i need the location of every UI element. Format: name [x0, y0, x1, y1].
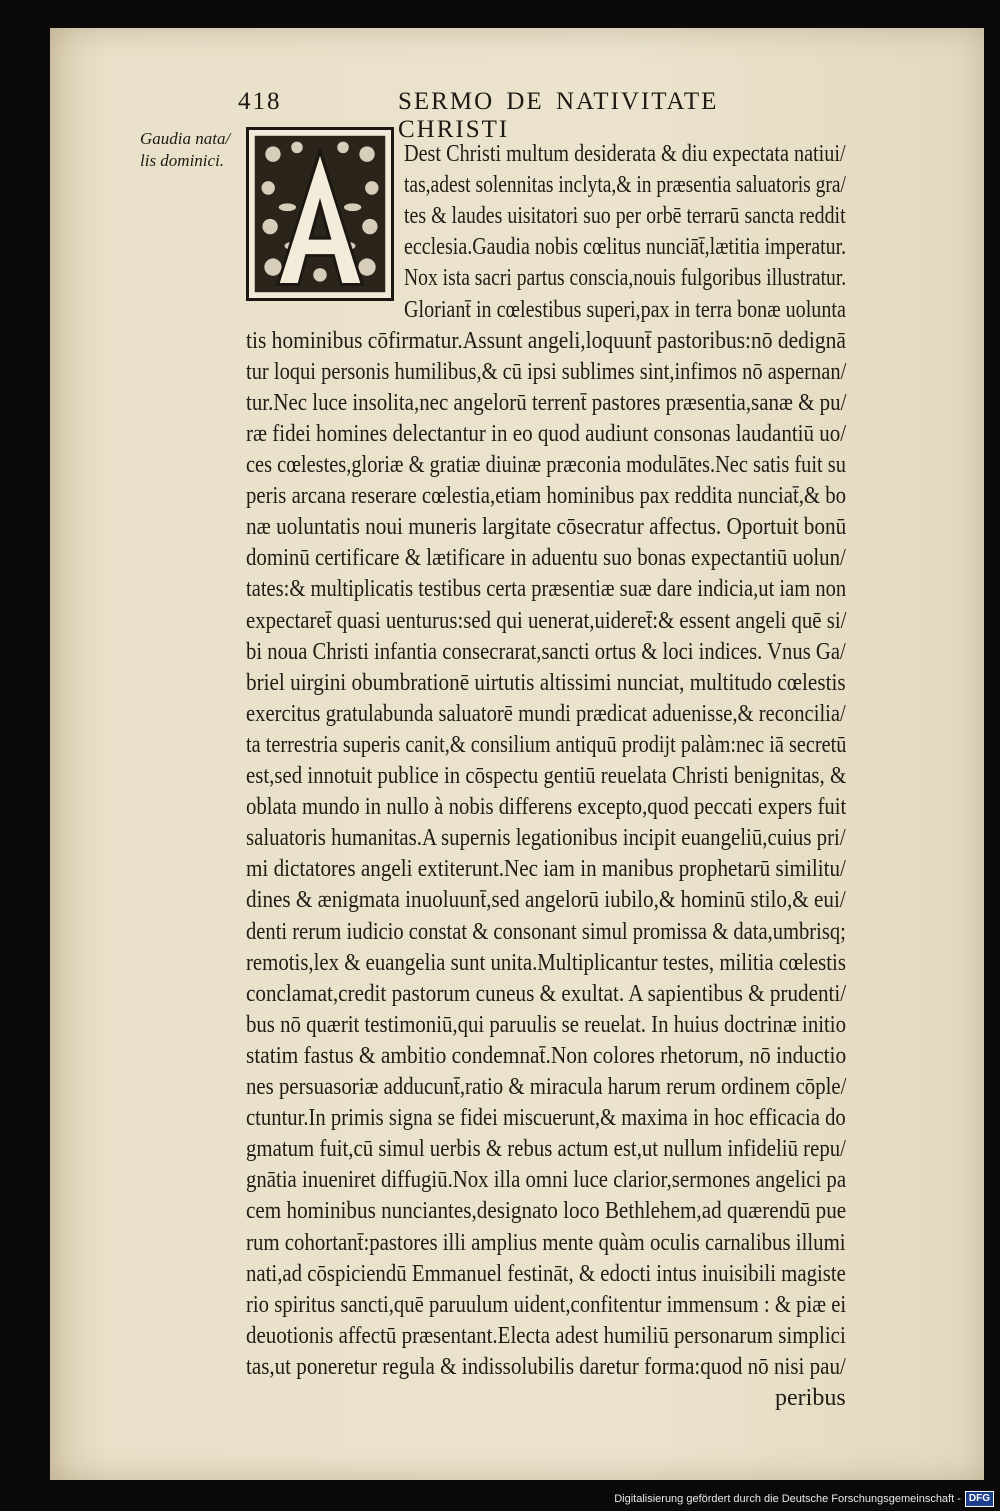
- text-line: gnātia inueniret diffugiū.Nox illa omni luce clarior,sermones angelici pa: [246, 1167, 847, 1194]
- decorated-initial: [246, 127, 394, 301]
- text-line: tur loqui personis humilibus,& cū ipsi sublimes sint,infimos nō aspernan/: [246, 358, 847, 385]
- text-line: statim fastus & ambitio condemnat̄.Non colores rhetorum, nō inductio: [246, 1042, 847, 1069]
- text-line: denti rerum iudicio constat & consonant simul promissa & data,umbrisq;: [246, 918, 846, 945]
- text-line: saluatoris humanitas.A supernis legationibus incipit euangeliū,cuius pri/: [246, 825, 846, 852]
- text-line: est,sed innotuit publice in cōspectu gentiū reuelata Christi benignitas, &: [246, 763, 847, 789]
- text-line: ecclesia.Gaudia nobis cœlitus nunciāt̄,lætitia imperatur.: [404, 234, 847, 261]
- text-line: ta terrestria superis canit,& consilium antiquū prodijt palàm:nec iā secretū: [246, 731, 847, 758]
- text-line: conclamat,credit pastorum cuneus & exultat. A sapientibus & prudenti/: [246, 980, 847, 1007]
- text-line: Nox ista sacri partus conscia,nouis fulgoribus illustratur.: [404, 265, 847, 292]
- text-line: remotis,lex & euangelia sunt unita.Multiplicantur testes, militia cœlestis: [246, 949, 846, 976]
- text-line: ctuntur.In primis signa se fidei miscuerunt,& maxima in hoc efficacia do: [246, 1105, 846, 1132]
- text-line: briel uirgini obumbrationē uirtutis altissimi nunciat, multitudo cœlestis: [246, 669, 846, 696]
- text-line: Dest Christi multum desiderata & diu expectata natiui/: [404, 141, 846, 167]
- text-line: dominū certificare & lætificare in aduentu suo bonas expectantiū uolun/: [246, 545, 846, 572]
- text-line: tes & laudes uisitatori suo per orbē terrarū sancta reddit: [404, 203, 846, 230]
- text-line: gmatum fuit,cū simul uerbis & rebus actum est,ut nullum infideliū repu/: [246, 1136, 846, 1163]
- text-line: tas,ut poneretur regula & indissolubilis daretur forma:quod nō nisi pau/: [246, 1353, 846, 1380]
- text-line: nes persuasoriæ adducunt̄,ratio & miracula harum rerum ordinem cōple/: [246, 1074, 847, 1100]
- text-line: mi dictatores angeli extiterunt.Nec iam in manibus prophetarū similitu/: [246, 856, 846, 883]
- text-line: nati,ad cōspiciendū Emmanuel festināt, & edocti intus inuisibili magiste: [246, 1260, 846, 1287]
- decorated-initial-vine-icon: [249, 130, 391, 298]
- margin-note-line: lis dominici.: [140, 151, 225, 170]
- margin-note: [140, 128, 240, 172]
- text-line: ces cœlestes,gloriæ & gratiæ diuinæ præconia modulātes.Nec satis fuit su: [246, 452, 846, 478]
- running-title: SERMO DE NATIVITATE CHRISTI: [398, 88, 719, 143]
- text-line: tis hominibus cōfirmatur.Assunt angeli,loquunt̄ pastoribus:nō dedignā: [246, 327, 846, 354]
- text-line: oblata mundo in nullo à nobis differens excepto,quod peccati expers fuit: [246, 794, 847, 821]
- funding-credit: Digitalisierung gefördert durch die Deutsche Forschungsgemeinschaft -: [614, 1493, 961, 1505]
- text-line: tas,adest solennitas inclyta,& in præsentia saluatoris gra/: [404, 172, 846, 199]
- page-header: [238, 88, 838, 143]
- text-line: tur.Nec luce insolita,nec angelorū terrent̄ pastores præsentia,sanæ & pu/: [246, 389, 847, 416]
- text-line: tates:& multiplicatis testibus certa præsentiæ suæ dare indicia,ut iam non: [246, 576, 847, 603]
- margin-note-line: Gaudia nata/: [140, 129, 231, 148]
- text-line: peris arcana reserare cœlestia,etiam hominibus pax reddita nunciat̄,& bo: [246, 483, 847, 510]
- text-line: cem hominibus nunciantes,designato loco Bethlehem,ad quærendū pue: [246, 1198, 847, 1225]
- text-line: bi noua Christi infantia consecrarat,sancti ortus & loci indices. Vnus Ga/: [246, 638, 846, 665]
- text-line: peribus: [775, 1385, 846, 1411]
- text-line: ræ fidei homines delectantur in eo quod audiunt consonas laudantiū uo/: [246, 420, 847, 447]
- footer-credit: [614, 1491, 994, 1507]
- text-line: næ uoluntatis noui muneris largitate cōsecratur affectus. Oportuit bonū: [246, 514, 847, 541]
- text-line: rum cohortant̄:pastores illi amplius mente quàm oculis carnalibus illumi: [246, 1229, 846, 1256]
- dfg-logo: DFG: [965, 1491, 994, 1507]
- text-line: Gloriant̄ in cœlestibus superi,pax in terra bonæ uolunta: [404, 296, 846, 323]
- text-line: expectaret̄ quasi uenturus:sed qui uenerat,uideret̄:& essent angeli quē si/: [246, 607, 847, 634]
- page-number: 418: [238, 88, 282, 115]
- text-line: dines & ænigmata inuoluunt̄,sed angelorū iubilo,& hominū stilo,& eui/: [246, 887, 846, 914]
- text-line: deuotionis affectū præsentant.Electa adest humiliū personarum simplici: [246, 1322, 846, 1349]
- text-line: bus nō quærit testimoniū,qui paruulis se reuelat. In huius doctrinæ initio: [246, 1011, 846, 1038]
- text-line: exercitus gratulabunda saluatorē mundi prædicat aduenisse,& reconcilia/: [246, 700, 846, 727]
- text-line: rio spiritus sancti,quē paruulum uident,confitentur immensum : & piæ ei: [246, 1291, 847, 1318]
